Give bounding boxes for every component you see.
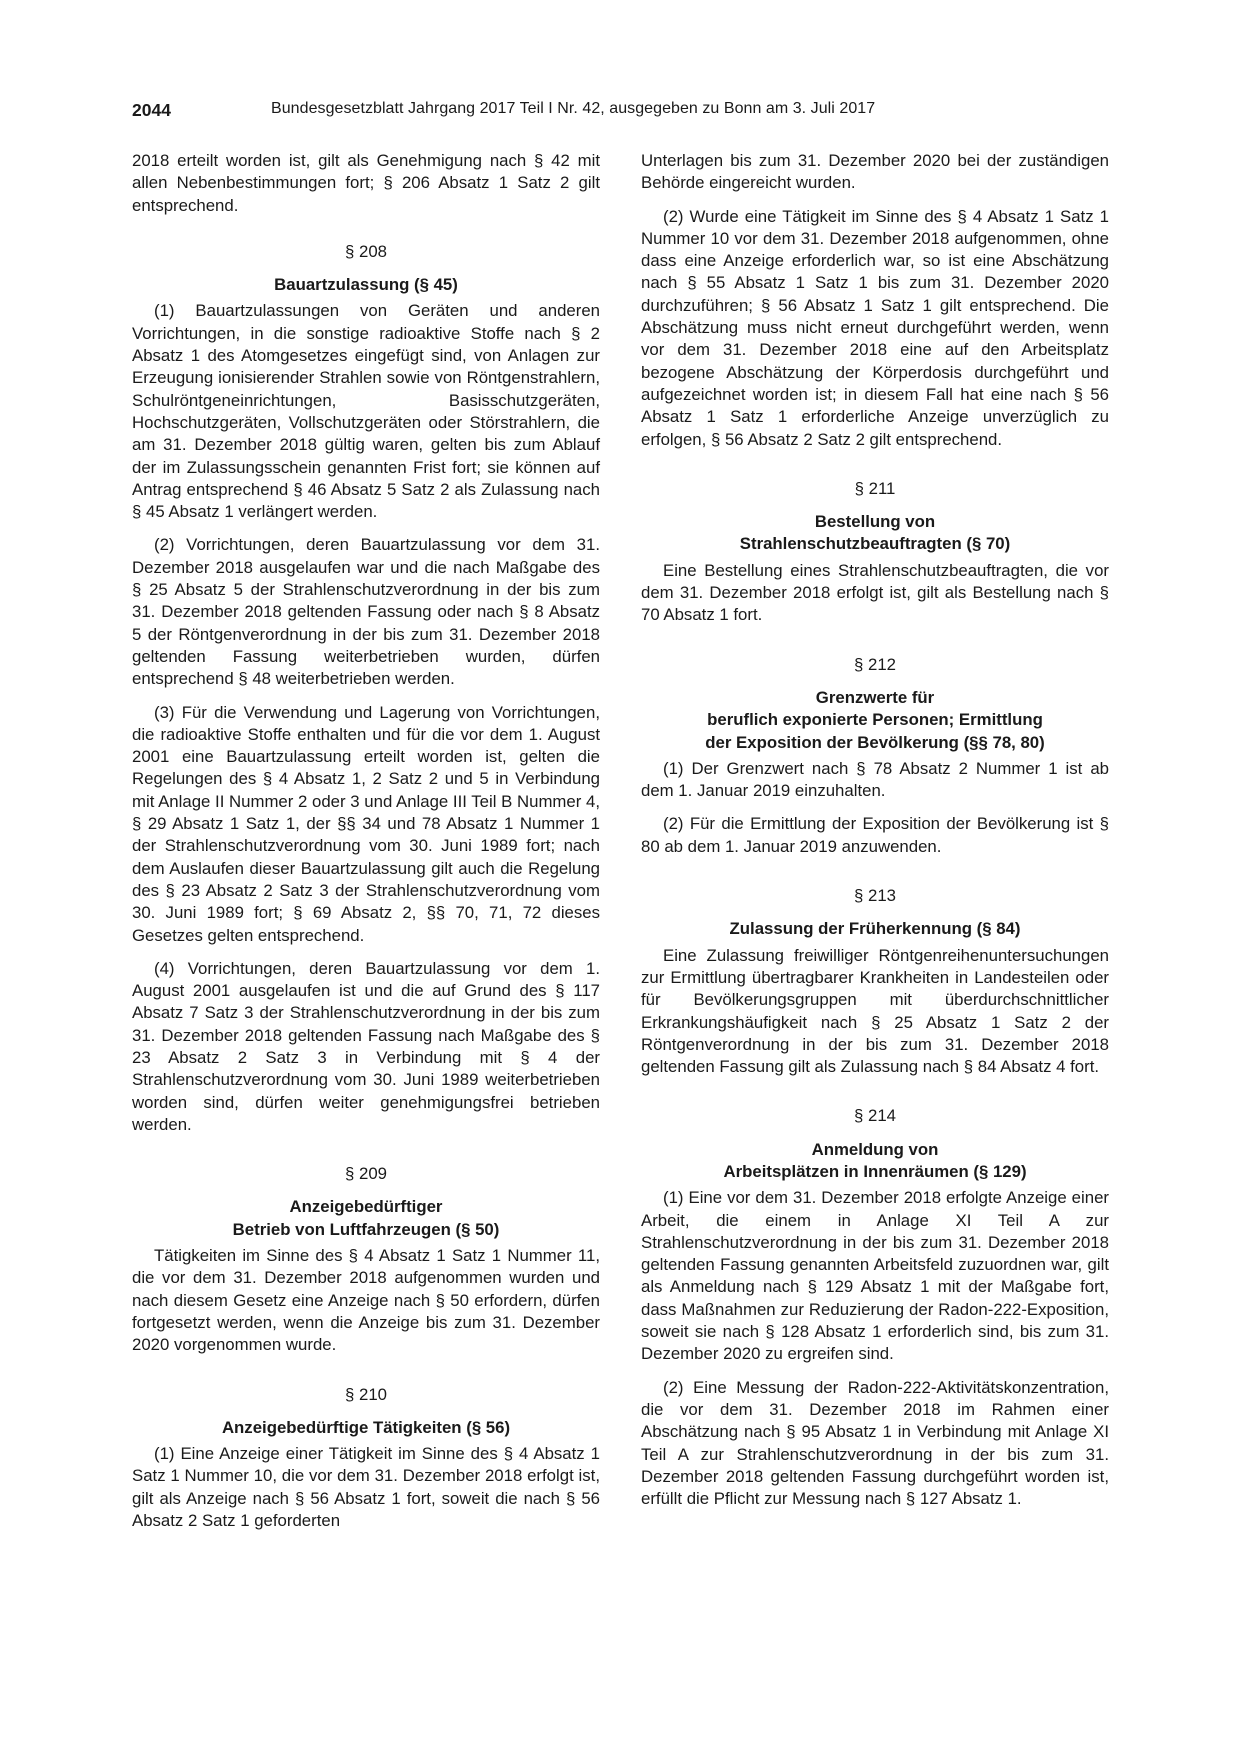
section-number-209: § 209 bbox=[345, 1164, 387, 1184]
section-number-212: § 212 bbox=[854, 654, 896, 674]
section-title-209-line1: Anzeigebedürftiger bbox=[289, 1197, 443, 1217]
paragraph-214-2: (2) Eine Messung der Radon-222-Aktivitätskonzentration, die vor dem 31. Dezember 2018 im Rahmen einer Abschätzung nach § 95 Absatz 1 in Verbindung mit Anlage XI Teil A zur Strahlenschutzverordnung in der bis zum 31. Dezember 2018 geltenden Fassung durchgeführt worden ist, erfüllt die Pflicht zur Messung nach § 127 Absatz 1. bbox=[641, 1377, 1109, 1509]
paragraph-211-1: Eine Bestellung eines Strahlenschutzbeauftragten, die vor dem 31. Dezember 2018 erfolgt ist, gilt als Bestellung nach § 70 Absatz 1 fort. bbox=[641, 560, 1109, 625]
paragraph-210-1-continued: Unterlagen bis zum 31. Dezember 2020 bei der zuständigen Behörde eingereicht wurden. bbox=[641, 151, 1109, 193]
section-title-214 bbox=[641, 1139, 1109, 1184]
section-number-211: § 211 bbox=[854, 478, 896, 498]
section-title-208: Bauartzulassung (§ 45) bbox=[274, 275, 458, 295]
section-number-210: § 210 bbox=[345, 1384, 387, 1404]
section-title-212-line1: Grenzwerte für bbox=[815, 687, 935, 707]
running-head: Bundesgesetzblatt Jahrgang 2017 Teil I Nr. 42, ausgegeben zu Bonn am 3. Juli 2017 bbox=[271, 100, 876, 117]
section-title-211-line2: Strahlenschutzbeauftragten (§ 70) bbox=[739, 534, 1011, 554]
section-title-211-line1: Bestellung von bbox=[814, 512, 936, 532]
paragraph-209-1: Tätigkeiten im Sinne des § 4 Absatz 1 Satz 1 Nummer 11, die vor dem 31. Dezember 2018 aufgenommen wurden und nach diesem Gesetz eine Anzeige nach § 50 erfordern, dürfen fortgesetzt werden, wenn die Anzeige bis zum 31. Dezember 2020 vorgenommen wurde. bbox=[132, 1246, 600, 1355]
paragraph-212-2: (2) Für die Ermittlung der Exposition der Bevölkerung ist § 80 ab dem 1. Januar 2019 anzuwenden. bbox=[641, 814, 1109, 856]
paragraph-210-1: (1) Eine Anzeige einer Tätigkeit im Sinne des § 4 Absatz 1 Satz 1 Nummer 10, die vor dem 31. Dezember 2018 erfolgt ist, gilt als Anzeige nach § 56 Absatz 1 fort, soweit die nach § 56 Absatz 2 Satz 1 geforderten bbox=[132, 1444, 600, 1531]
section-title-213: Zulassung der Früherkennung (§ 84) bbox=[729, 919, 1021, 939]
section-number-213: § 213 bbox=[854, 886, 896, 906]
page-number: 2044 bbox=[132, 100, 171, 120]
paragraph-208-4: (4) Vorrichtungen, deren Bauartzulassung vor dem 1. August 2001 ausgelaufen ist und die auf Grund des § 117 Absatz 7 Satz 3 der Strahlenschutzverordnung in der bis zum 31. Dezember 2018 geltenden Fassung nach Maßgabe des § 23 Absatz 2 Satz 3 in Verbindung mit § 4 der Strahlenschutzverordnung vom 30. Juni 1989 weiterbetrieben worden sind, dürfen weiter genehmigungsfrei betrieben werden. bbox=[132, 958, 600, 1134]
page-header bbox=[132, 100, 1109, 126]
paragraph-213-1: Eine Zulassung freiwilliger Röntgenreihenuntersuchungen zur Ermittlung übertragbarer Krankheiten in Landesteilen oder für Bevölkerungsgruppen mit überdurchschnittlicher Erkrankungshäufigkeit nach § 25 Absatz 1 Satz 2 der Röntgenverordnung in der bis zum 31. Dezember 2018 geltenden Fassung gilt als Zulassung nach § 84 Absatz 4 fort. bbox=[641, 945, 1109, 1077]
section-title-211 bbox=[641, 511, 1109, 556]
paragraph-208-3: (3) Für die Verwendung und Lagerung von Vorrichtungen, die radioaktive Stoffe enthalten und für die vor dem 1. August 2001 eine Bauartzulassung erteilt worden ist, gelten die Regelungen des § 4 Absatz 1, 2 Satz 2 und 5 in Verbindung mit Anlage II Nummer 2 oder 3 und Anlage III Teil B Nummer 4, § 29 Absatz 1 Satz 1, der §§ 34 und 78 Absatz 1 Nummer 1 der Strahlenschutzverordnung vom 30. Juni 1989 fort; nach dem Auslaufen dieser Bauartzulassung gilt auch die Regelung des § 23 Absatz 2 Satz 3 der Strahlenschutzverordnung vom 30. Juni 1989 fort; § 69 Absatz 2, §§ 70, 71, 72 dieses Gesetzes gelten entsprechend. bbox=[132, 702, 600, 945]
section-title-212 bbox=[641, 687, 1109, 754]
section-number-208: § 208 bbox=[345, 241, 387, 261]
right-column bbox=[641, 150, 1109, 1521]
section-title-209-line2: Betrieb von Luftfahrzeugen (§ 50) bbox=[232, 1219, 500, 1239]
paragraph-214-1: (1) Eine vor dem 31. Dezember 2018 erfolgte Anzeige einer Arbeit, die einem in Anlage XI Teil A zur Strahlenschutzverordnung in der bis zum 31. Dezember 2018 geltenden Fassung genannten Arbeitsfeld zuzuordnen war, gilt als Anmeldung nach § 129 Absatz 1 mit der Maßgabe fort, dass Maßnahmen zur Reduzierung der Radon-222-Exposition, soweit sie nach § 128 Absatz 1 erforderlich sind, bis zum 31. Dezember 2020 zu ergreifen sind. bbox=[641, 1188, 1109, 1364]
paragraph-210-2: (2) Wurde eine Tätigkeit im Sinne des § 4 Absatz 1 Satz 1 Nummer 10 vor dem 31. Dezember 2018 aufgenommen, ohne dass eine Anzeige erforderlich war, so ist eine Abschätzung nach § 55 Absatz 1 Satz 1 bis zum 31. Dezember 2020 durchzuführen; § 56 Absatz 1 Satz 1 gilt entsprechend. Die Abschätzung muss nicht erneut durchgeführt werden, wenn vor dem 31. Dezember 2018 eine auf den Arbeitsplatz bezogene Abschätzung der Körperdosis durchgeführt und aufgezeichnet worden ist; in diesem Fall hat eine nach § 56 Absatz 1 Satz 1 erforderliche Anzeige unverzüglich zu erfolgen, § 56 Absatz 2 Satz 2 gilt entsprechend. bbox=[641, 206, 1109, 449]
section-number-214: § 214 bbox=[854, 1106, 896, 1126]
left-column bbox=[132, 150, 600, 1543]
paragraph-208-1: (1) Bauartzulassungen von Geräten und anderen Vorrichtungen, in die sonstige radioaktive Stoffe nach § 2 Absatz 1 des Atomgesetzes eingefügt sind, von Anlagen zur Erzeugung ionisierender Strahlen sowie von Röntgenstrahlern, Schulröntgeneinrichtungen, Basisschutzgeräten, Hochschutzgeräten, Vollschutzgeräten oder Störstrahlern, die am 31. Dezember 2018 gültig waren, gelten bis zum Ablauf der im Zulassungsschein genannten Frist fort; sie können auf Antrag entsprechend § 46 Absatz 5 Satz 2 als Zulassung nach § 45 Absatz 1 verlängert werden. bbox=[132, 301, 600, 522]
carryover-paragraph: 2018 erteilt worden ist, gilt als Genehmigung nach § 42 mit allen Nebenbestimmungen fort; § 206 Absatz 1 Satz 2 gilt entsprechend. bbox=[132, 151, 600, 215]
section-title-214-line1: Anmeldung von bbox=[811, 1139, 939, 1159]
section-title-212-line2: beruflich exponierte Personen; Ermittlung bbox=[707, 710, 1043, 730]
section-title-210: Anzeigebedürftige Tätigkeiten (§ 56) bbox=[221, 1417, 511, 1437]
section-title-214-line2: Arbeitsplätzen in Innenräumen (§ 129) bbox=[723, 1161, 1027, 1181]
section-title-212-line3: der Exposition der Bevölkerung (§§ 78, 80) bbox=[705, 732, 1045, 752]
section-title-209 bbox=[132, 1196, 600, 1241]
paragraph-208-2: (2) Vorrichtungen, deren Bauartzulassung vor dem 31. Dezember 2018 ausgelaufen war und die nach Maßgabe des § 25 Absatz 5 der Strahlenschutzverordnung in der bis zum 31. Dezember 2018 geltenden Fassung oder nach § 8 Absatz 5 der Röntgenverordnung in der bis zum 31. Dezember 2018 geltenden Fassung weiterbetrieben wurden, dürfen entsprechend § 48 weiterbetrieben werden. bbox=[132, 535, 600, 689]
paragraph-212-1: (1) Der Grenzwert nach § 78 Absatz 2 Nummer 1 ist ab dem 1. Januar 2019 einzuhalten. bbox=[641, 758, 1109, 801]
